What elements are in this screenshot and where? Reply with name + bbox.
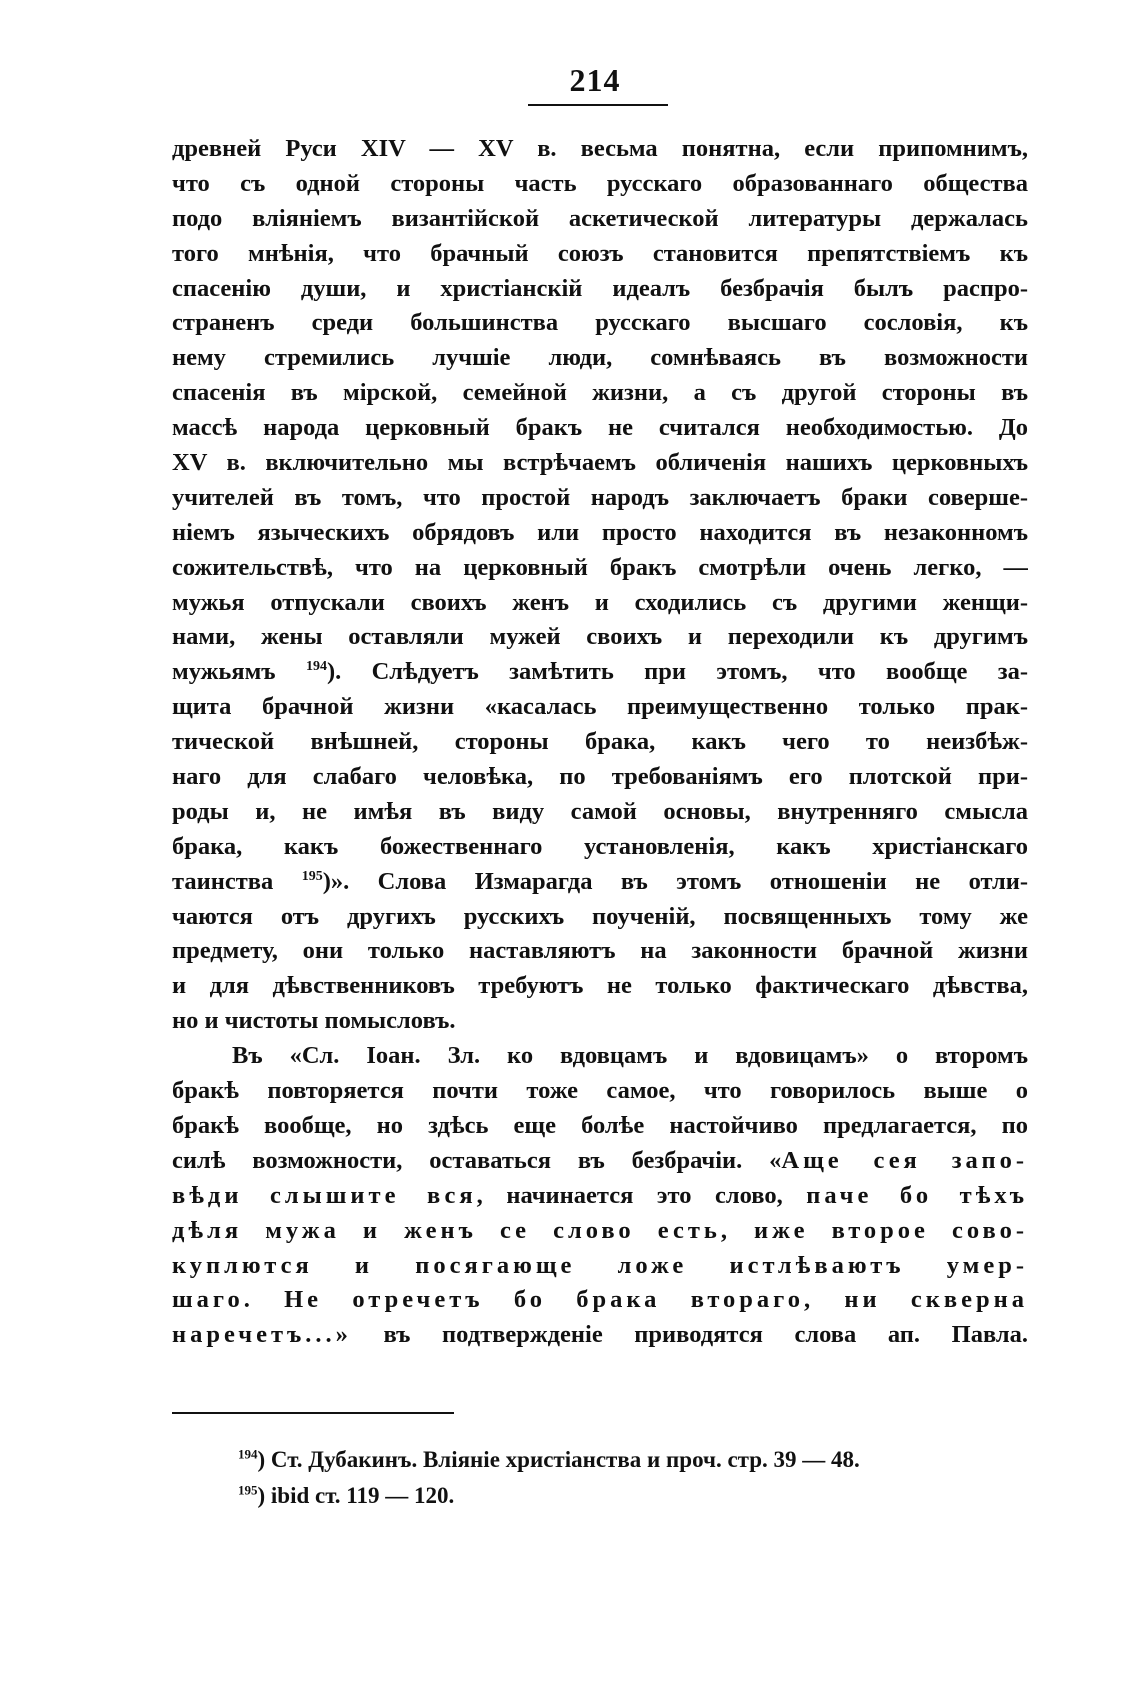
text-line: наго для слабаго человѣка, по требованіямъ его плотской при- [172, 763, 1028, 791]
text-line: чаются отъ другихъ русскихъ поученій, посвященныхъ тому же [172, 902, 1028, 930]
footnote-separator [172, 1412, 454, 1414]
footnotes [238, 1442, 1018, 1514]
text-line: нему стремились лучшіе люди, сомнѣваясь въ возможности [172, 344, 1028, 372]
line-text: )». Слова Измарагда въ этомъ отношеніи не отли- [322, 867, 1028, 895]
text-line-with-footnote [172, 655, 1028, 690]
footnote-ref-195[interactable]: 195 [301, 868, 323, 884]
text-line: спасенію души, и христіанскій идеалъ безбрачія былъ распро- [172, 274, 1028, 302]
text-line: XV в. включительно мы встрѣчаемъ обличенія нашихъ церковныхъ [172, 449, 1028, 477]
text-line: бракѣ повторяется почти тоже самое, что говорилось выше о [172, 1077, 1028, 1105]
footnote-ref-194[interactable]: 194 [305, 659, 327, 675]
quoted-text-line: дѣля мужа и женъ се слово есть, иже второе сово- [172, 1216, 1028, 1244]
text-line: мужья отпускали своихъ женъ и сходились съ другими женщи- [172, 588, 1028, 616]
line-text: въ подтвержденіе приводятся слова ап. Павла. [351, 1321, 1028, 1349]
text-line-with-footnote [172, 865, 1028, 900]
text-line: бракѣ вообще, но здѣсь еще болѣе настойчиво предлагается, по [172, 1111, 1028, 1139]
text-line: что съ одной стороны часть русскаго образованнаго общества [172, 169, 1028, 197]
text-line-with-quote [172, 1179, 1028, 1214]
text-line-with-quote [172, 1144, 1028, 1179]
page-number: 214 [569, 62, 621, 98]
text-line: подо вліяніемъ византійской аскетической литературы держалась [172, 204, 1028, 232]
text-line: но и чистоты помысловъ. [172, 1007, 456, 1035]
text-line: брака, какъ божественнаго установленія, какъ христіанскаго [172, 832, 1028, 860]
text-line: того мнѣнія, что брачный союзъ становится препятствіемъ къ [172, 239, 1028, 267]
text-line: предмету, они только наставляютъ на законности брачной жизни [172, 937, 1028, 965]
footnote-text: ) Ст. Дубакинъ. Вліяніе христіанства и проч. стр. 39 — 48. [257, 1447, 860, 1472]
quoted-text: вѣди слышите вся [172, 1181, 477, 1209]
text-line: учителей въ томъ, что простой народъ заключаетъ браки соверше- [172, 483, 1028, 511]
text-line-with-quote [172, 1318, 1028, 1353]
text-line: ніемъ языческихъ обрядовъ или просто находится въ незаконномъ [172, 518, 1028, 546]
line-text: силѣ возможности, оставаться въ безбрачіи. « [172, 1146, 782, 1174]
footnote-194 [238, 1442, 1018, 1478]
text-line: сожительствѣ, что на церковный бракъ смотрѣли очень легко, — [172, 553, 1028, 581]
text-line: нами, жены оставляли мужей своихъ и переходили къ другимъ [172, 623, 1028, 651]
page-number-underline [528, 104, 668, 106]
text-line: спасенія въ мірской, семейной жизни, а съ другой стороны въ [172, 379, 1028, 407]
text-line: страненъ среди большинства русскаго высшаго сословія, къ [172, 309, 1028, 337]
text-line: древней Руси XIV — XV в. весьма понятна, если припомнимъ, [172, 135, 1028, 162]
quoted-text: наречетъ...» [172, 1321, 352, 1349]
quoted-text-line: шаго. Не отречетъ бо брака втораго, ни скверна [172, 1286, 1028, 1314]
footnote-marker: 195 [238, 1482, 258, 1498]
text-line: массѣ народа церковный бракъ не считался необходимостью. До [172, 414, 1028, 442]
line-text: , начинается это слово, [476, 1181, 807, 1209]
quoted-text-line: куплются и посягающе ложе истлѣваютъ умер- [172, 1251, 1028, 1279]
line-text: таинства [172, 867, 274, 895]
footnote-marker: 194 [238, 1446, 258, 1462]
text-line: тической внѣшней, стороны брака, какъ чего то неизбѣж- [172, 728, 1028, 756]
line-text: ). Слѣдуетъ замѣтить при этомъ, что вообще за- [326, 658, 1028, 686]
quoted-text: паче бо тѣхъ [806, 1181, 1028, 1209]
text-line: Въ «Сл. Іоан. Зл. ко вдовцамъ и вдовицамъ» о второмъ [232, 1042, 1028, 1070]
quoted-text: Аще сея запо- [781, 1146, 1028, 1174]
line-text: мужьямъ [172, 658, 276, 686]
text-line: и для дѣвственниковъ требуютъ не только фактическаго дѣвства, [172, 972, 1028, 1000]
footnote-text: ) ibid ст. 119 — 120. [257, 1483, 455, 1508]
text-line: щита брачной жизни «касалась преимущественно только прак- [172, 693, 1028, 721]
body-text [172, 132, 1028, 1353]
footnote-195 [238, 1478, 1018, 1514]
text-line: роды и, не имѣя въ виду самой основы, внутренняго смысла [172, 797, 1028, 825]
